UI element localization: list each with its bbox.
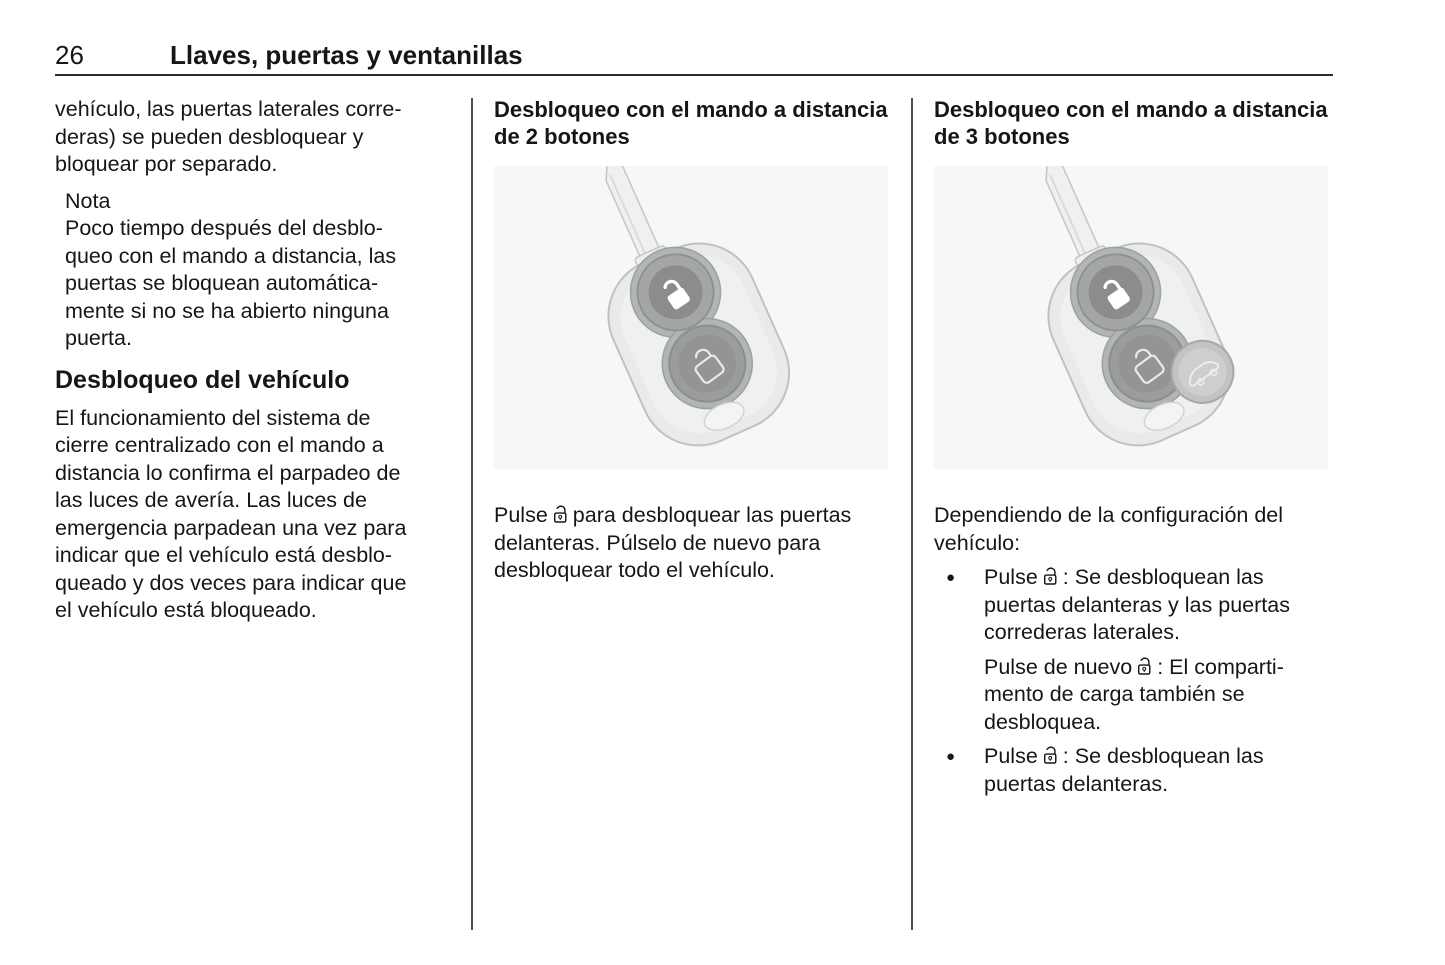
column-heading (494, 96, 894, 150)
body-line (984, 564, 1334, 592)
body-line: queo con el mando a distancia, las (65, 243, 397, 268)
unlock-icon (1136, 654, 1153, 677)
text: para desbloquear las puertas (572, 503, 852, 527)
figure-caption-paragraph (494, 502, 894, 585)
column-right (934, 96, 1334, 798)
unlock-icon (1042, 564, 1059, 587)
body-line: vehículo: (934, 530, 1021, 555)
bullet-marker: ● (946, 748, 956, 765)
text: Pulse (984, 565, 1038, 589)
body-line: El funcionamiento del sistema de (55, 405, 371, 430)
column-left (55, 96, 455, 625)
unlock-icon (552, 502, 569, 525)
body-line: mente si no se ha abierto ninguna (65, 298, 389, 323)
body-line: emergencia parpadean una vez para (55, 515, 407, 540)
heading-line: de 2 botones (494, 124, 630, 149)
body-line: puertas delanteras. (984, 771, 1169, 796)
body-line: delanteras. Púlselo de nuevo para (494, 530, 821, 555)
body-line: cierre centralizado con el mando a (55, 433, 384, 457)
body-line: distancia lo confirma el parpadeo de (55, 460, 401, 485)
key-fob-3-button-image (934, 166, 1328, 469)
bullet-text (984, 743, 1334, 798)
bullet-item (934, 743, 1334, 798)
note-block (65, 188, 455, 353)
body-line (984, 654, 1334, 682)
body-line: queado y dos veces para indicar que (55, 570, 407, 595)
column-middle (494, 96, 894, 585)
body-line: puertas se bloquean automática- (65, 271, 379, 295)
body-line (494, 502, 894, 530)
key-fob-2-button-image (494, 166, 888, 469)
column-heading (934, 96, 1334, 150)
text: Pulse de nuevo (984, 654, 1133, 679)
text: : Se desbloquean las (1062, 744, 1264, 768)
column-separator (471, 98, 473, 930)
text: : El comparti- (1157, 654, 1284, 679)
body-line: puertas delanteras y las puertas (984, 592, 1290, 617)
body-line: desbloquear todo el vehículo. (494, 558, 775, 582)
page-number: 26 (55, 40, 84, 70)
body-line: las luces de avería. Las luces de (55, 488, 367, 512)
body-line: correderas laterales. (984, 620, 1180, 644)
heading-line: de 3 botones (934, 124, 1070, 149)
body-line: vehículo, las puertas laterales corre- (55, 97, 402, 121)
text: : Se desbloquean las (1062, 565, 1264, 589)
header-rule (55, 74, 1333, 76)
column-separator (911, 98, 913, 930)
body-line: Dependiendo de la configuración del (934, 503, 1284, 527)
key-fob-3-button-figure (934, 166, 1328, 469)
key-fob-2-button-figure (494, 166, 888, 469)
text: Pulse (494, 503, 548, 527)
body-line: deras) se pueden desbloquear y (55, 124, 364, 149)
unlock-icon (1042, 743, 1059, 766)
body-line: el vehículo está bloqueado. (55, 598, 317, 622)
body-line: mento de carga también se (984, 682, 1245, 706)
bullet-marker: ● (946, 569, 956, 586)
bullet-item (934, 564, 1334, 647)
body-line: Poco tiempo después del desblo- (65, 216, 383, 240)
body-line: indicar que el vehículo está desblo- (55, 543, 393, 567)
body-line: puerta. (65, 326, 132, 350)
bullet-text (984, 564, 1334, 647)
heading-line: Desbloqueo con el mando a distancia (934, 97, 1328, 122)
body-line: bloquear por separado. (55, 152, 278, 176)
chapter-title: Llaves, puertas y ventanillas (170, 40, 523, 70)
config-intro (934, 502, 1334, 557)
bullet-continuation (984, 654, 1334, 737)
text: Pulse (984, 744, 1038, 768)
heading-line: Desbloqueo con el mando a distancia (494, 97, 888, 122)
body-line: desbloquea. (984, 709, 1102, 734)
section-heading: Desbloqueo del vehículo (55, 365, 350, 394)
body-line (984, 743, 1334, 771)
note-title: Nota (65, 188, 111, 213)
